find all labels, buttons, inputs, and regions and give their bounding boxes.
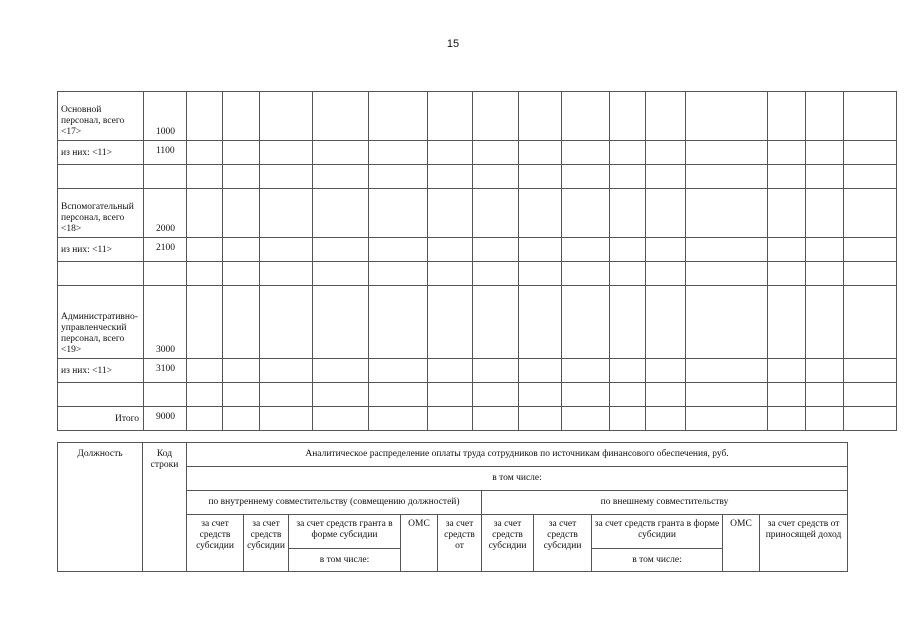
empty-cell (844, 189, 897, 238)
empty-cell (686, 286, 768, 359)
empty-cell (428, 238, 473, 262)
empty-cell (768, 92, 806, 141)
empty-cell (686, 189, 768, 238)
empty-cell (562, 238, 610, 262)
empty-cell (223, 407, 260, 431)
empty-cell (646, 286, 686, 359)
empty-cell (369, 262, 428, 286)
empty-cell (473, 189, 519, 238)
empty-cell (686, 383, 768, 407)
empty-cell (313, 92, 369, 141)
empty-cell (187, 141, 223, 165)
empty-cell (844, 141, 897, 165)
table-row (58, 383, 897, 407)
empty-cell (686, 165, 768, 189)
empty-cell (519, 359, 562, 383)
empty-cell (223, 359, 260, 383)
empty-cell (473, 165, 519, 189)
empty-cell (187, 383, 223, 407)
row-label (58, 165, 144, 189)
empty-cell (806, 407, 844, 431)
table-row (58, 92, 897, 141)
empty-cell (768, 141, 806, 165)
empty-cell (646, 165, 686, 189)
empty-cell (313, 286, 369, 359)
row-label: из них: <11> (58, 238, 144, 262)
empty-cell (260, 286, 313, 359)
empty-cell (562, 165, 610, 189)
empty-cell (768, 238, 806, 262)
empty-cell (428, 165, 473, 189)
row-label (58, 383, 144, 407)
empty-cell (768, 407, 806, 431)
empty-cell (473, 286, 519, 359)
empty-cell (610, 165, 646, 189)
empty-cell (844, 262, 897, 286)
empty-cell (473, 238, 519, 262)
empty-cell (313, 238, 369, 262)
table-row (58, 359, 897, 383)
row-code: 9000 (144, 407, 187, 431)
table-row (58, 238, 897, 262)
empty-cell (768, 189, 806, 238)
empty-cell (768, 165, 806, 189)
staff-salary-table (57, 91, 897, 431)
empty-cell (610, 92, 646, 141)
empty-cell (519, 262, 562, 286)
table-row (58, 262, 897, 286)
empty-cell (313, 165, 369, 189)
empty-cell (223, 286, 260, 359)
empty-cell (260, 165, 313, 189)
empty-cell (768, 383, 806, 407)
table-row (58, 407, 897, 431)
empty-cell (844, 359, 897, 383)
empty-cell (768, 262, 806, 286)
table-row (58, 165, 897, 189)
empty-cell (187, 92, 223, 141)
empty-cell (260, 92, 313, 141)
empty-cell (473, 383, 519, 407)
row-code: 3100 (144, 359, 187, 383)
empty-cell (369, 141, 428, 165)
empty-cell (473, 359, 519, 383)
empty-cell (260, 141, 313, 165)
empty-cell (473, 262, 519, 286)
empty-cell (844, 165, 897, 189)
empty-cell (519, 383, 562, 407)
empty-cell (806, 92, 844, 141)
empty-cell (223, 262, 260, 286)
empty-cell (223, 92, 260, 141)
empty-cell (844, 238, 897, 262)
empty-cell (428, 359, 473, 383)
empty-cell (260, 407, 313, 431)
empty-cell (646, 359, 686, 383)
empty-cell (473, 141, 519, 165)
empty-cell (519, 407, 562, 431)
internal-combination-header: по внутреннему совместительству (совмещению должностей) (187, 491, 482, 515)
empty-cell (223, 165, 260, 189)
empty-cell (562, 189, 610, 238)
empty-cell (562, 92, 610, 141)
empty-cell (187, 407, 223, 431)
empty-cell (369, 383, 428, 407)
empty-cell (844, 92, 897, 141)
including-header: в том числе: (187, 467, 848, 491)
empty-cell (473, 407, 519, 431)
empty-cell (428, 141, 473, 165)
table-row (58, 141, 897, 165)
empty-cell (768, 286, 806, 359)
position-header: Должность (58, 443, 143, 572)
empty-cell (313, 189, 369, 238)
empty-cell (223, 383, 260, 407)
empty-cell (686, 359, 768, 383)
internal-grant-including: в том числе: (289, 549, 401, 572)
code-header: Код строки (143, 443, 187, 572)
empty-cell (519, 238, 562, 262)
external-grant-including: в том числе: (592, 549, 723, 572)
empty-cell (844, 383, 897, 407)
internal-oms-header: ОМС (401, 515, 438, 572)
row-label: Основной персонал, всего <17> (58, 92, 144, 141)
empty-cell (610, 383, 646, 407)
empty-cell (806, 141, 844, 165)
external-income-header: за счет средств от приносящей доход (760, 515, 848, 572)
empty-cell (260, 262, 313, 286)
empty-cell (610, 359, 646, 383)
empty-cell (187, 189, 223, 238)
empty-cell (562, 407, 610, 431)
empty-cell (260, 383, 313, 407)
empty-cell (260, 238, 313, 262)
empty-cell (844, 407, 897, 431)
row-label: Вспомогательный персонал, всего <18> (58, 189, 144, 238)
empty-cell (610, 189, 646, 238)
empty-cell (313, 407, 369, 431)
empty-cell (369, 92, 428, 141)
empty-cell (187, 238, 223, 262)
row-code: 1000 (144, 92, 187, 141)
empty-cell (519, 286, 562, 359)
empty-cell (473, 92, 519, 141)
empty-cell (223, 238, 260, 262)
external-combination-header: по внешнему совместительству (482, 491, 848, 515)
empty-cell (369, 407, 428, 431)
empty-cell (428, 407, 473, 431)
salary-distribution-header-table (57, 442, 848, 572)
empty-cell (428, 189, 473, 238)
empty-cell (610, 262, 646, 286)
empty-cell (369, 189, 428, 238)
row-label: Итого (58, 407, 144, 431)
empty-cell (646, 262, 686, 286)
empty-cell (428, 92, 473, 141)
empty-cell (610, 238, 646, 262)
empty-cell (686, 238, 768, 262)
empty-cell (428, 286, 473, 359)
empty-cell (313, 383, 369, 407)
empty-cell (519, 165, 562, 189)
empty-cell (646, 238, 686, 262)
empty-cell (806, 238, 844, 262)
internal-subsidy-header: за счет средств субсидии (187, 515, 244, 572)
empty-cell (806, 383, 844, 407)
empty-cell (519, 141, 562, 165)
empty-cell (806, 165, 844, 189)
empty-cell (428, 383, 473, 407)
row-code: 3000 (144, 286, 187, 359)
empty-cell (806, 359, 844, 383)
empty-cell (646, 407, 686, 431)
empty-cell (562, 286, 610, 359)
distribution-header: Аналитическое распределение оплаты труда сотрудников по источникам финансового обеспечения, руб. (187, 443, 848, 467)
page-number: 15 (446, 38, 460, 50)
empty-cell (562, 359, 610, 383)
empty-cell (369, 359, 428, 383)
external-grant-header: за счет средств гранта в форме субсидии (592, 515, 723, 549)
empty-cell (369, 286, 428, 359)
empty-cell (610, 141, 646, 165)
external-subsidy-header: за счет средств субсидии (482, 515, 534, 572)
row-code: 2100 (144, 238, 187, 262)
empty-cell (686, 92, 768, 141)
row-code (144, 383, 187, 407)
empty-cell (187, 165, 223, 189)
empty-cell (369, 165, 428, 189)
row-label: из них: <11> (58, 359, 144, 383)
empty-cell (260, 359, 313, 383)
empty-cell (369, 238, 428, 262)
row-label (58, 262, 144, 286)
empty-cell (646, 189, 686, 238)
empty-cell (519, 92, 562, 141)
internal-subsidy2-header: за счет средств субсидии (244, 515, 289, 572)
internal-from-header: за счет средств от (438, 515, 482, 572)
empty-cell (260, 189, 313, 238)
row-code: 2000 (144, 189, 187, 238)
empty-cell (187, 262, 223, 286)
empty-cell (313, 262, 369, 286)
external-subsidy2-header: за счет средств субсидии (534, 515, 592, 572)
row-label: Административно-управленческий персонал, всего <19> (58, 286, 144, 359)
empty-cell (223, 189, 260, 238)
empty-cell (187, 359, 223, 383)
empty-cell (806, 189, 844, 238)
external-oms-header: ОМС (723, 515, 760, 572)
empty-cell (562, 262, 610, 286)
empty-cell (806, 286, 844, 359)
empty-cell (646, 92, 686, 141)
empty-cell (428, 262, 473, 286)
empty-cell (610, 407, 646, 431)
empty-cell (610, 286, 646, 359)
empty-cell (686, 141, 768, 165)
empty-cell (686, 407, 768, 431)
empty-cell (313, 141, 369, 165)
empty-cell (223, 141, 260, 165)
empty-cell (646, 383, 686, 407)
empty-cell (519, 189, 562, 238)
empty-cell (313, 359, 369, 383)
empty-cell (686, 262, 768, 286)
empty-cell (844, 286, 897, 359)
row-code: 1100 (144, 141, 187, 165)
empty-cell (562, 383, 610, 407)
empty-cell (646, 141, 686, 165)
table-row (58, 286, 897, 359)
empty-cell (806, 262, 844, 286)
internal-grant-header: за счет средств гранта в форме субсидии (289, 515, 401, 549)
empty-cell (187, 286, 223, 359)
empty-cell (562, 141, 610, 165)
table-row (58, 189, 897, 238)
row-label: из них: <11> (58, 141, 144, 165)
empty-cell (768, 359, 806, 383)
row-code (144, 165, 187, 189)
row-code (144, 262, 187, 286)
